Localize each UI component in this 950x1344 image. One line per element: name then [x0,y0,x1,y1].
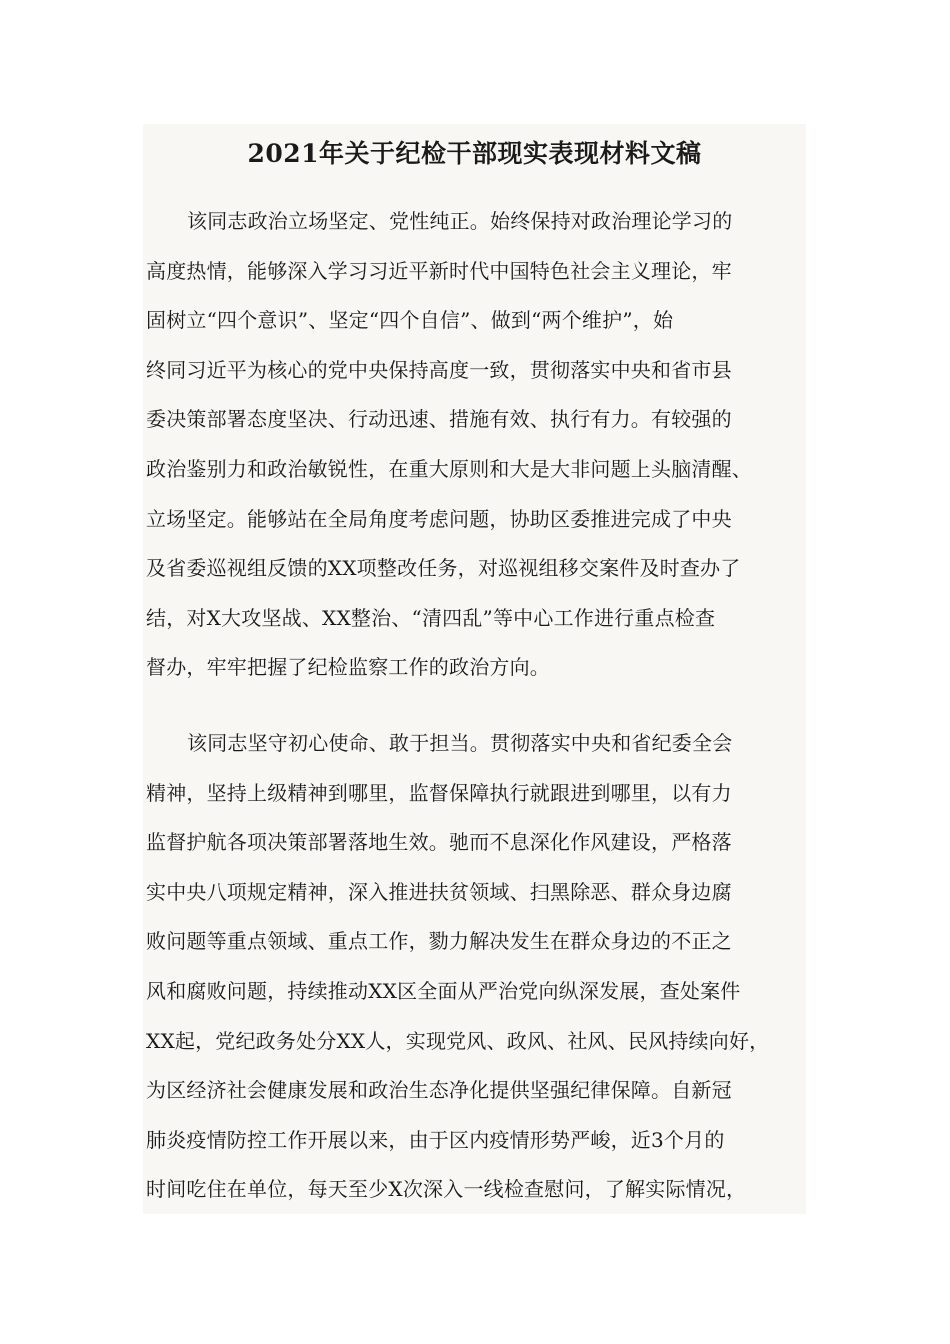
paragraph-line: 立场坚定。能够站在全局角度考虑问题，协助区委推进完成了中央 [146,506,732,531]
paragraph-line: 及省委巡视组反馈的XX项整改任务，对巡视组移交案件及时查办了 [146,556,741,581]
paragraph-line: 为区经济社会健康发展和政治生态净化提供坚强纪律保障。自新冠 [146,1078,732,1103]
paragraph-line: 终同习近平为核心的党中央保持高度一致，贯彻落实中央和省市县 [146,357,732,382]
paragraph-line: 固树立“四个意识”、坚定“四个自信”、做到“两个维护”，始 [146,308,674,333]
paragraph-line: 败问题等重点领域、重点工作，勠力解决发生在群众身边的不正之 [146,929,732,954]
paragraph-line: XX起，党纪政务处分XX人，实现党风、政风、社风、民风持续向好， [146,1028,770,1053]
paragraph-line: 精神，坚持上级精神到哪里，监督保障执行就跟进到哪里，以有力 [146,780,732,805]
paragraph-line: 结，对X大攻坚战、XX整治、“清四乱”等中心工作进行重点检查 [146,605,716,630]
paragraph-line: 时间吃住在单位，每天至少X次深入一线检查慰问，了解实际情况， [146,1177,747,1202]
paragraph-line: 实中央八项规定精神，深入推进扶贫领域、扫黑除恶、群众身边腐 [146,879,732,904]
paragraph-line: 政治鉴别力和政治敏锐性，在重大原则和大是大非问题上头脑清醒、 [146,456,752,481]
paragraph-line: 委决策部署态度坚决、行动迅速、措施有效、执行有力。有较强的 [146,407,732,432]
paragraph-line: 肺炎疫情防控工作开展以来，由于区内疫情形势严峻，近3个月的 [146,1127,725,1152]
paragraph-mission-responsibility [146,719,818,1215]
paragraph-line: 督办，牢牢把握了纪检监察工作的政治方向。 [146,655,550,680]
paragraph-line: 该同志政治立场坚定、党性纯正。始终保持对政治理论学习的 [187,209,733,233]
paragraph-line: 监督护航各项决策部署落地生效。驰而不息深化作风建设，严格落 [146,830,732,855]
paragraph-line: 风和腐败问题，持续推动XX区全面从严治党向纵深发展，查处案件 [146,978,741,1003]
paragraph-political-stance [146,197,818,693]
document-title: 2021年关于纪检干部现实表现材料文稿 [247,139,702,168]
paragraph-line: 高度热情，能够深入学习习近平新时代中国特色社会主义理论，牢 [146,258,732,283]
paragraph-line: 该同志坚守初心使命、敢于担当。贯彻落实中央和省纪委全会 [187,731,733,755]
